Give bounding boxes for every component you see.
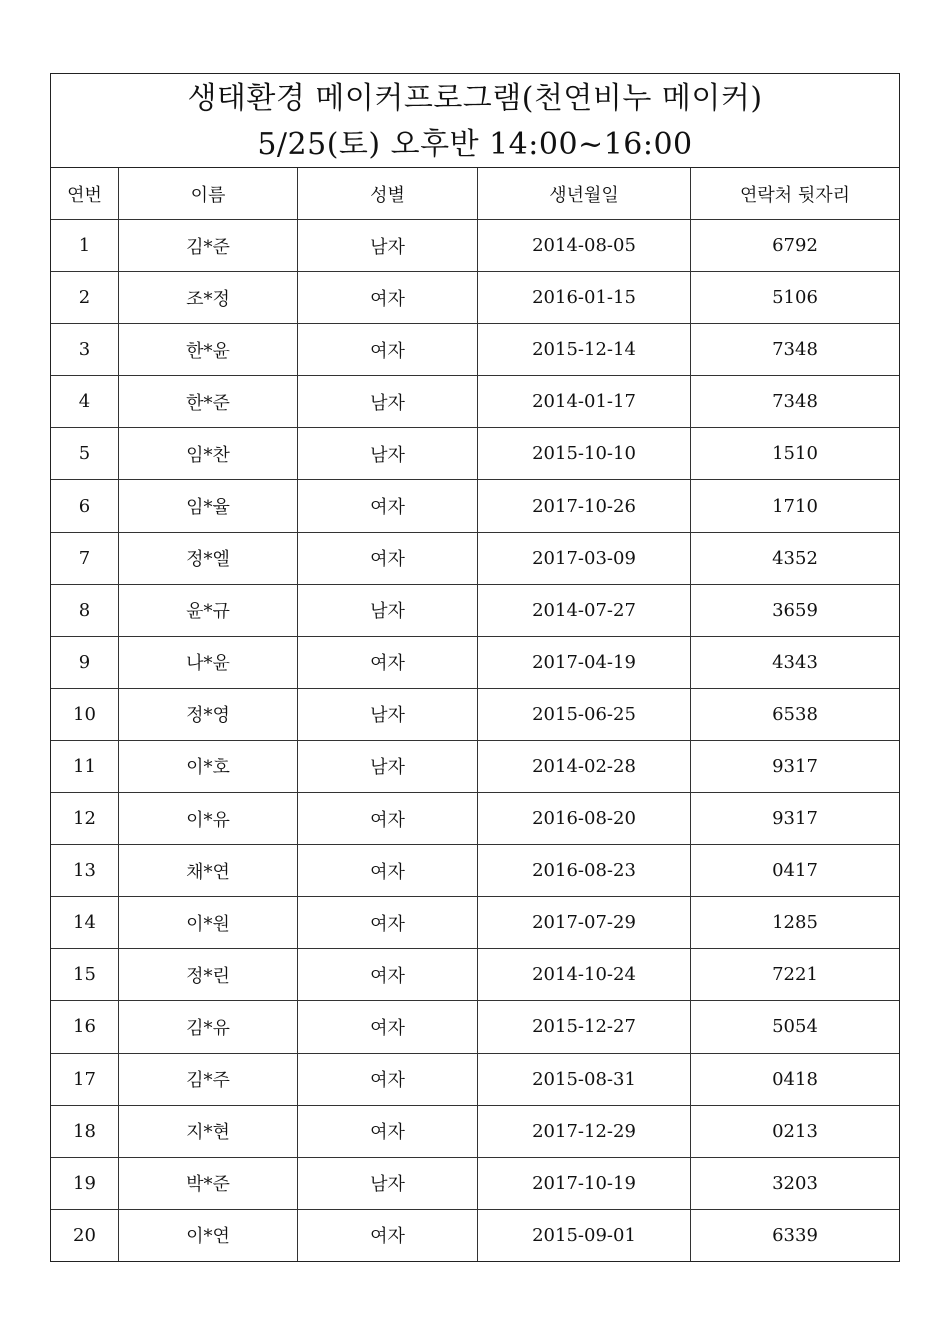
cell-no: 11	[51, 740, 119, 792]
participant-rows	[51, 220, 899, 1261]
table-row	[51, 1209, 899, 1261]
cell-gender: 여자	[298, 324, 478, 376]
cell-gender: 여자	[298, 1001, 478, 1053]
cell-gender: 여자	[298, 949, 478, 1001]
cell-birth: 2014-02-28	[478, 740, 691, 792]
header-row	[51, 168, 899, 220]
cell-phone: 6538	[691, 688, 900, 740]
cell-name: 임*찬	[119, 428, 298, 480]
cell-no: 9	[51, 636, 119, 688]
cell-name: 이*호	[119, 740, 298, 792]
cell-name: 김*유	[119, 1001, 298, 1053]
header-no: 연번	[51, 168, 119, 220]
cell-birth: 2017-07-29	[478, 897, 691, 949]
table-row	[51, 845, 899, 897]
cell-gender: 남자	[298, 428, 478, 480]
cell-name: 정*엘	[119, 532, 298, 584]
cell-gender: 여자	[298, 1209, 478, 1261]
cell-birth: 2015-12-14	[478, 324, 691, 376]
cell-phone: 7348	[691, 324, 900, 376]
cell-name: 김*준	[119, 220, 298, 272]
cell-gender: 여자	[298, 845, 478, 897]
cell-phone: 7221	[691, 949, 900, 1001]
cell-gender: 여자	[298, 636, 478, 688]
cell-name: 한*윤	[119, 324, 298, 376]
program-title: 생태환경 메이커프로그램(천연비누 메이커)	[187, 81, 763, 116]
cell-name: 한*준	[119, 376, 298, 428]
cell-birth: 2017-12-29	[478, 1105, 691, 1157]
table-row	[51, 793, 899, 845]
cell-gender: 여자	[298, 532, 478, 584]
cell-phone: 4352	[691, 532, 900, 584]
table-row	[51, 1001, 899, 1053]
table-row	[51, 532, 899, 584]
cell-gender: 남자	[298, 376, 478, 428]
cell-gender: 여자	[298, 1105, 478, 1157]
cell-name: 이*연	[119, 1209, 298, 1261]
cell-no: 8	[51, 584, 119, 636]
cell-name: 이*원	[119, 897, 298, 949]
cell-birth: 2016-08-20	[478, 793, 691, 845]
cell-phone: 1285	[691, 897, 900, 949]
cell-no: 18	[51, 1105, 119, 1157]
cell-gender: 여자	[298, 272, 478, 324]
cell-birth: 2017-10-26	[478, 480, 691, 532]
cell-birth: 2015-06-25	[478, 688, 691, 740]
table-row	[51, 1053, 899, 1105]
cell-no: 14	[51, 897, 119, 949]
cell-gender: 남자	[298, 584, 478, 636]
cell-phone: 1510	[691, 428, 900, 480]
table-row	[51, 324, 899, 376]
cell-gender: 여자	[298, 897, 478, 949]
cell-name: 윤*규	[119, 584, 298, 636]
cell-gender: 남자	[298, 1157, 478, 1209]
cell-no: 5	[51, 428, 119, 480]
cell-phone: 7348	[691, 376, 900, 428]
cell-phone: 5054	[691, 1001, 900, 1053]
cell-birth: 2017-03-09	[478, 532, 691, 584]
table-row	[51, 1105, 899, 1157]
cell-no: 7	[51, 532, 119, 584]
table-row	[51, 272, 899, 324]
cell-gender: 남자	[298, 740, 478, 792]
cell-phone: 0417	[691, 845, 900, 897]
cell-gender: 남자	[298, 688, 478, 740]
cell-no: 19	[51, 1157, 119, 1209]
cell-phone: 3659	[691, 584, 900, 636]
cell-birth: 2017-10-19	[478, 1157, 691, 1209]
cell-name: 정*린	[119, 949, 298, 1001]
cell-gender: 여자	[298, 1053, 478, 1105]
cell-phone: 0213	[691, 1105, 900, 1157]
cell-phone: 5106	[691, 272, 900, 324]
cell-birth: 2015-10-10	[478, 428, 691, 480]
cell-no: 20	[51, 1209, 119, 1261]
cell-no: 1	[51, 220, 119, 272]
cell-phone: 6792	[691, 220, 900, 272]
cell-name: 이*유	[119, 793, 298, 845]
cell-name: 김*주	[119, 1053, 298, 1105]
cell-name: 임*율	[119, 480, 298, 532]
table-row	[51, 480, 899, 532]
cell-phone: 9317	[691, 740, 900, 792]
table-row	[51, 376, 899, 428]
cell-no: 17	[51, 1053, 119, 1105]
cell-name: 나*윤	[119, 636, 298, 688]
cell-phone: 1710	[691, 480, 900, 532]
table-row	[51, 688, 899, 740]
cell-birth: 2014-01-17	[478, 376, 691, 428]
cell-phone: 0418	[691, 1053, 900, 1105]
cell-no: 6	[51, 480, 119, 532]
cell-birth: 2015-08-31	[478, 1053, 691, 1105]
cell-no: 12	[51, 793, 119, 845]
cell-phone: 9317	[691, 793, 900, 845]
cell-birth: 2017-04-19	[478, 636, 691, 688]
cell-birth: 2014-10-24	[478, 949, 691, 1001]
table-row	[51, 428, 899, 480]
cell-birth: 2016-01-15	[478, 272, 691, 324]
cell-birth: 2016-08-23	[478, 845, 691, 897]
table-row	[51, 220, 899, 272]
cell-name: 채*연	[119, 845, 298, 897]
cell-name: 지*현	[119, 1105, 298, 1157]
cell-name: 조*정	[119, 272, 298, 324]
cell-name: 박*준	[119, 1157, 298, 1209]
cell-no: 13	[51, 845, 119, 897]
session-schedule: 5/25(토) 오후반 14:00~16:00	[257, 127, 693, 162]
cell-no: 15	[51, 949, 119, 1001]
cell-phone: 4343	[691, 636, 900, 688]
table-row	[51, 949, 899, 1001]
header-birth: 생년월일	[478, 168, 691, 220]
cell-gender: 여자	[298, 480, 478, 532]
header-phone: 연락처 뒷자리	[691, 168, 900, 220]
cell-no: 3	[51, 324, 119, 376]
cell-no: 4	[51, 376, 119, 428]
cell-no: 16	[51, 1001, 119, 1053]
cell-phone: 3203	[691, 1157, 900, 1209]
cell-gender: 남자	[298, 220, 478, 272]
header-name: 이름	[119, 168, 298, 220]
table-row	[51, 740, 899, 792]
cell-no: 2	[51, 272, 119, 324]
table-row	[51, 897, 899, 949]
table-row	[51, 636, 899, 688]
title-block	[51, 74, 899, 168]
cell-birth: 2014-08-05	[478, 220, 691, 272]
roster-sheet	[50, 73, 900, 1262]
cell-phone: 6339	[772, 1224, 818, 1246]
cell-no: 10	[51, 688, 119, 740]
cell-birth: 2015-12-27	[478, 1001, 691, 1053]
participant-table	[51, 168, 899, 1261]
header-gender: 성별	[298, 168, 478, 220]
table-row	[51, 1157, 899, 1209]
cell-birth: 2014-07-27	[478, 584, 691, 636]
table-row	[51, 584, 899, 636]
cell-birth: 2015-09-01	[478, 1209, 691, 1261]
cell-name: 정*영	[119, 688, 298, 740]
cell-gender: 여자	[298, 793, 478, 845]
